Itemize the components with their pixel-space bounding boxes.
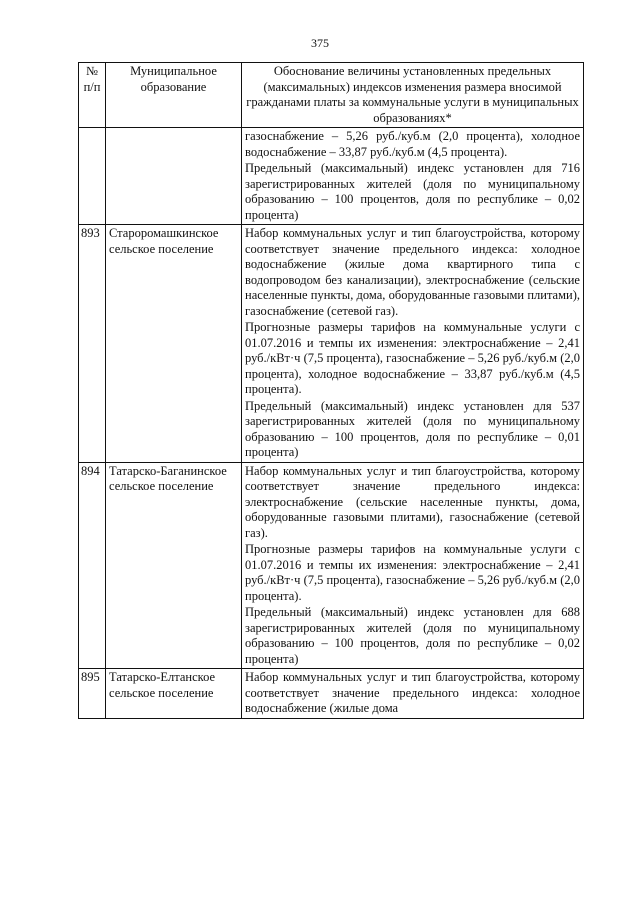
justification-paragraph: Набор коммунальных услуг и тип благоустройства, которому соответствует значение предельного индекса: холодное водоснабжение (жилые дома квартирного типа с водопроводом без канализации), электроснабжение (сельские населенные пункты, дома, оборудованные газовыми плитами), газоснабжение (сетевой газ). bbox=[245, 226, 580, 318]
justification-paragraph: Набор коммунальных услуг и тип благоустройства, которому соответствует значение предельного индекса: холодное водоснабжение (жилые дома bbox=[245, 670, 580, 715]
table-row bbox=[79, 462, 584, 669]
justification-paragraph: Прогнозные размеры тарифов на коммунальные услуги с 01.07.2016 и темпы их изменения: электроснабжение – 2,41 руб./кВт·ч (7,5 процента), газоснабжение – 5,26 руб./куб.м (2,0 процента). bbox=[245, 542, 580, 603]
row-number: 894 bbox=[79, 462, 106, 669]
table-row bbox=[79, 225, 584, 463]
justification-paragraph: газоснабжение – 5,26 руб./куб.м (2,0 процента), холодное водоснабжение – 33,87 руб./куб.м (4,5 процента). bbox=[245, 129, 580, 159]
municipality-name: Татарско-Баганинское сельское поселение bbox=[106, 462, 242, 669]
justification-paragraph: Предельный (максимальный) индекс установлен для 537 зарегистрированных жителей (доля по муниципальному образованию – 100 процентов, доля по республике – 0,01 процента) bbox=[245, 398, 580, 459]
page-number: 375 bbox=[311, 36, 329, 50]
municipality-name: Староромашкинское сельское поселение bbox=[106, 225, 242, 463]
justification-paragraph: Набор коммунальных услуг и тип благоустройства, которому соответствует значение предельного индекса: электроснабжение (сельские населенные пункты, дома, оборудованные газовыми плитами), газоснабжение (сетевой газ). bbox=[245, 463, 580, 540]
table-row bbox=[79, 128, 584, 225]
table-header-row bbox=[79, 63, 584, 128]
justification-cell bbox=[242, 128, 584, 225]
municipality-name: Татарско-Елтанское сельское поселение bbox=[106, 669, 242, 719]
justification-cell bbox=[242, 225, 584, 463]
justification-cell bbox=[242, 462, 584, 669]
row-number bbox=[79, 128, 106, 225]
justification-paragraph: Предельный (максимальный) индекс установлен для 688 зарегистрированных жителей (доля по муниципальному образованию – 100 процентов, доля по республике – 0,02 процента) bbox=[245, 605, 580, 666]
table-body bbox=[79, 128, 584, 719]
municipality-name bbox=[106, 128, 242, 225]
justification-paragraph: Предельный (максимальный) индекс установлен для 716 зарегистрированных жителей (доля по муниципальному образованию – 100 процентов, доля по республике – 0,02 процента) bbox=[245, 161, 580, 222]
header-municipality: Муниципальное образование bbox=[106, 63, 242, 128]
tariff-index-table bbox=[78, 62, 584, 719]
row-number: 893 bbox=[79, 225, 106, 463]
row-number: 895 bbox=[79, 669, 106, 719]
justification-cell bbox=[242, 669, 584, 719]
header-num: № п/п bbox=[79, 63, 106, 128]
justification-paragraph: Прогнозные размеры тарифов на коммунальные услуги с 01.07.2016 и темпы их изменения: электроснабжение – 2,41 руб./кВт·ч (7,5 процента), газоснабжение – 5,26 руб./куб.м (2,0 процента), холодное водоснабжение – 33,87 руб./куб.м (4,5 процента). bbox=[245, 320, 580, 396]
table-row bbox=[79, 669, 584, 719]
header-justification: Обоснование величины установленных предельных (максимальных) индексов изменения размера вносимой гражданами платы за коммунальные услуги в муниципальных образованиях* bbox=[242, 63, 584, 128]
